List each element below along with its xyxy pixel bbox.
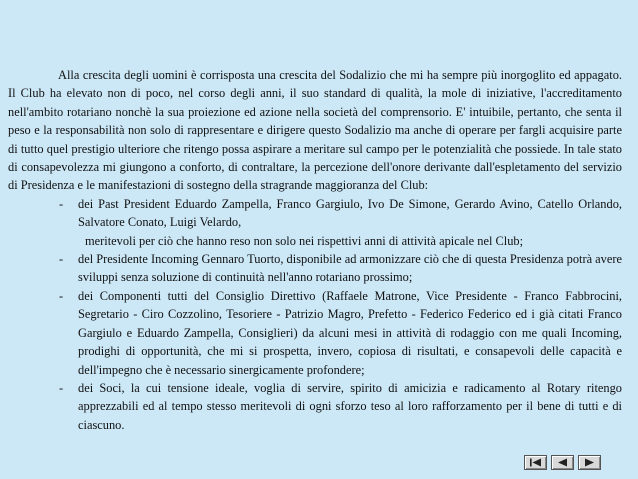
bullet-dash: -: [59, 380, 64, 395]
body-text: [8, 66, 622, 434]
list-item-text: dei Soci, la cui tensione ideale, voglia di servire, spirito di amicizia e radicamento al Rotary ritengo apprezzabili ed al tempo stesso meritevoli di ogni sforzo teso al loro rafforzamento per il bene di tutti e di ciascuno.: [78, 380, 622, 432]
skip-to-start-icon: [529, 458, 542, 467]
list-item: [8, 195, 622, 232]
list-item-text: dei Past President Eduardo Zampella, Franco Gargiulo, Ivo De Simone, Gerardo Avino, Catello Orlando, Salvatore Conato, Luigi Velardo,: [78, 196, 622, 230]
slide-navigation: [524, 455, 601, 470]
back-icon: [556, 458, 569, 467]
list-item: [8, 379, 622, 434]
list-item: [8, 250, 622, 287]
intro-paragraph: Alla crescita degli uomini è corrisposta una crescita del Sodalizio che mi ha sempre più inorgoglito ed appagato. Il Club ha elevato non di poco, nel corso degli anni, il suo standard di qualità, la mole di iniziative, l'accreditamento nell'ambito rotariano nonchè la sua proiezione ed azione nella società del comprensorio. E' intuibile, pertanto, che senta il peso e la responsabilità non solo di rappresentare e dirigere questo Sodalizio ma anche di operare per fargli acquisire parte di tutto quel prestigio ulteriore che ritengo possa aspirare a meritare sul campo per le potenzialità che possiede. In tale stato di consapevolezza mi giungono a conforto, di contraltare, la percezione dell'onore derivante dall'espletamento del servizio di Presidenza e le manifestazioni di sostegno della stragrande maggioranza del Club:: [8, 68, 622, 193]
list-item-text: dei Componenti tutti del Consiglio Direttivo (Raffaele Matrone, Vice Presidente - Franco Fabbrocini, Segretario - Ciro Cozzolino, Tesoriere - Patrizio Magro, Prefetto - Federico Federico ed i già citati Franco Gargiulo e Eduardo Zampella, Consiglieri) da alcuni mesi in attività di rodaggio con me quali Incoming, prodighi di opportunità, che mi si prospetta, invero, copiosa di risultati, e consapevoli delle capacità e dell'impegno che è necessario sinergicamente profondere;: [78, 288, 622, 377]
list-item: [8, 287, 622, 379]
bullet-dash: -: [59, 252, 64, 267]
bullet-dash: -: [59, 196, 64, 211]
bullet-dash: -: [59, 288, 64, 303]
list-item-text: meritevoli per ciò che hanno reso non solo nei rispettivi anni di attività apicale nel Club;: [85, 233, 524, 248]
previous-slide-button[interactable]: [551, 455, 574, 470]
list-item-text: del Presidente Incoming Gennaro Tuorto, disponibile ad armonizzare ciò che di questa Presidenza potrà avere sviluppi senza soluzione di continuità nell'anno rotariano prossimo;: [78, 252, 622, 285]
list-item-continuation: [8, 232, 622, 250]
next-slide-button[interactable]: [578, 455, 601, 470]
forward-icon: [583, 458, 596, 467]
first-slide-button[interactable]: [524, 455, 547, 470]
